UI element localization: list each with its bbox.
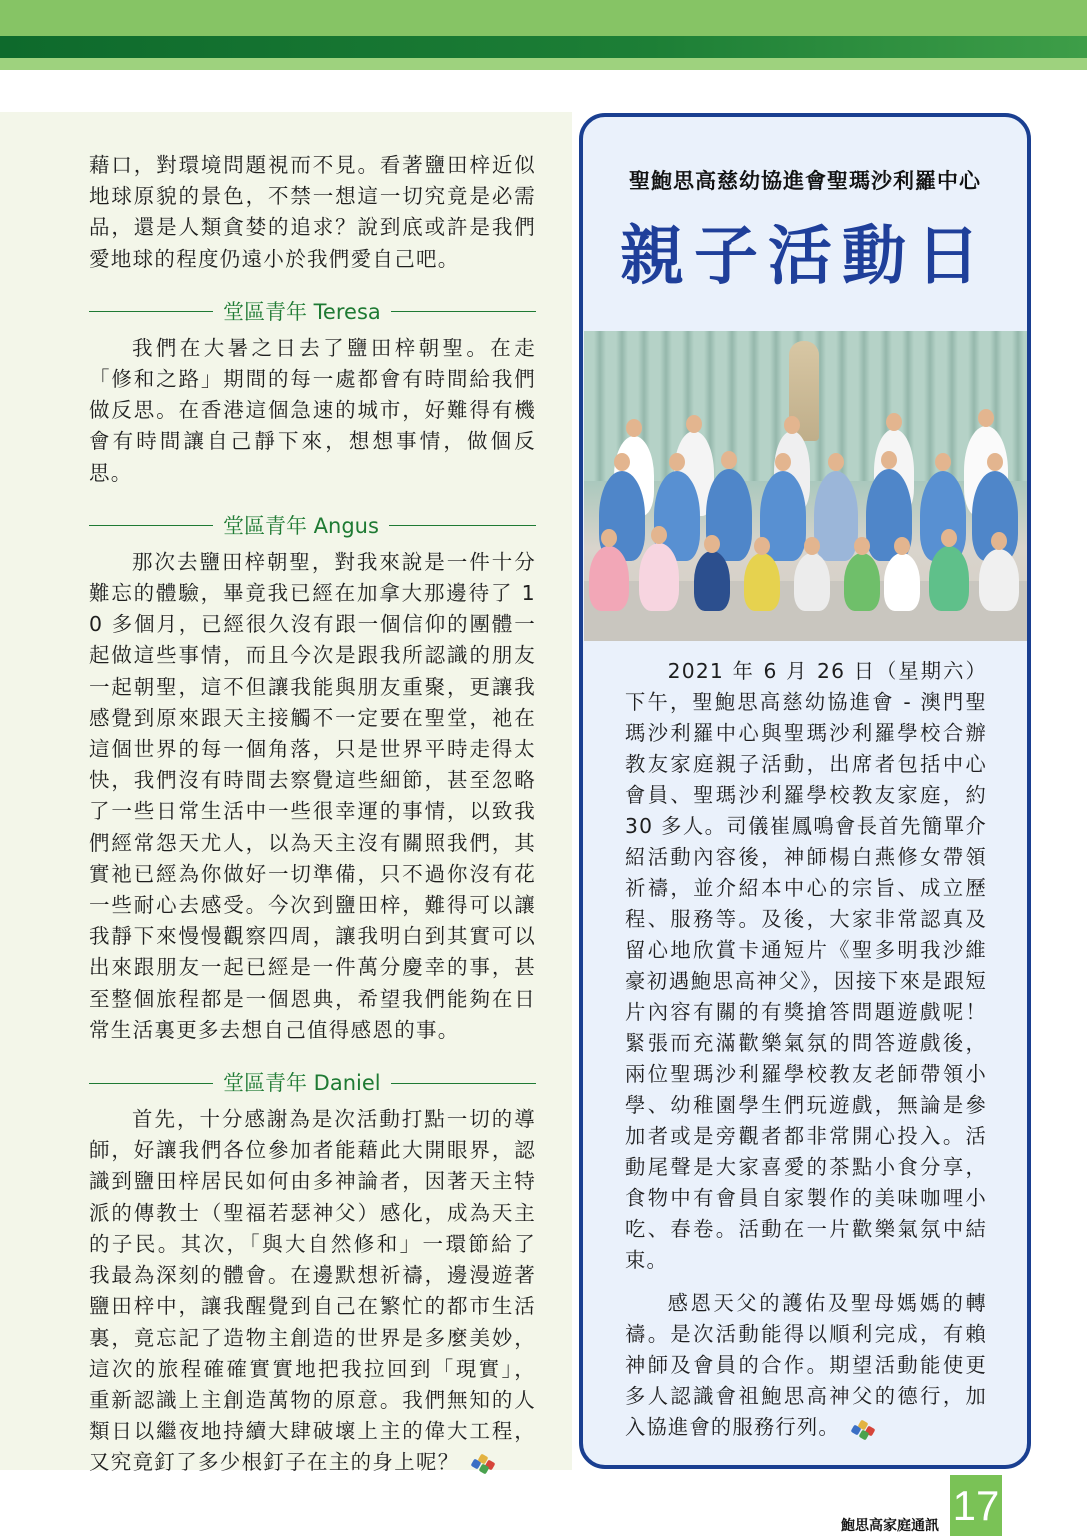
photo-head bbox=[704, 535, 720, 553]
byline-name: 堂區青年 Daniel bbox=[223, 1071, 381, 1096]
header-band-dark bbox=[0, 36, 1087, 58]
panel-paragraph-2 bbox=[625, 1288, 987, 1443]
footer-publication: 鮑思高家庭通訊 bbox=[841, 1518, 939, 1534]
photo-child bbox=[744, 553, 780, 611]
header-band-light bbox=[0, 0, 1087, 36]
header-band-accent bbox=[0, 58, 1087, 70]
photo-child bbox=[979, 549, 1019, 611]
byline-daniel bbox=[89, 1068, 536, 1098]
byline-rule-right bbox=[389, 525, 536, 526]
end-mark-icon bbox=[470, 1452, 498, 1474]
group-photo bbox=[584, 331, 1027, 641]
photo-head bbox=[991, 532, 1007, 550]
panel-paragraph-2-text: 感恩天父的護佑及聖母媽媽的轉禱。是次活動能得以順利完成，有賴神師及會員的合作。期望活動能使更多人認識會祖鮑思高神父的德行，加入協進會的服務行列。 bbox=[625, 1291, 987, 1439]
byline-rule-left bbox=[89, 311, 213, 312]
photo-head bbox=[987, 453, 1003, 471]
photo-head bbox=[754, 537, 770, 555]
photo-head bbox=[686, 415, 702, 433]
photo-head bbox=[881, 451, 897, 469]
photo-head bbox=[886, 413, 902, 431]
photo-head bbox=[721, 451, 737, 469]
photo-head bbox=[894, 537, 910, 555]
photo-head bbox=[614, 453, 630, 471]
byline-name: 堂區青年 Teresa bbox=[223, 299, 381, 324]
page-number: 17 bbox=[950, 1475, 1002, 1536]
panel-title: 親子活動日 bbox=[620, 220, 990, 294]
photo-head bbox=[828, 453, 844, 471]
photo-head bbox=[651, 526, 667, 544]
photo-child bbox=[639, 543, 679, 611]
byline-name: 堂區青年 Angus bbox=[223, 513, 379, 538]
photo-child bbox=[589, 546, 629, 611]
teresa-paragraph: 我們在大暑之日去了鹽田梓朝聖。在走「修和之路」期間的每一處都會有時間給我們做反思。在香港這個急速的城市，好難得有機會有時間讓自己靜下來，想想事情，做個反思。 bbox=[89, 335, 536, 485]
photo-child bbox=[794, 553, 830, 611]
photo-head bbox=[854, 537, 870, 555]
photo-head bbox=[804, 537, 820, 555]
daniel-paragraph bbox=[89, 1104, 536, 1478]
daniel-text: 首先，十分感謝為是次活動打點一切的導師，好讓我們各位參加者能藉此大開眼界，認識到鹽田梓居民如何由多神論者，因著天主特派的傳教士（聖福若瑟神父）感化，成為天主的子民。其次，「與大自然修和」一環節給了我最為深刻的體會。在邊默想祈禱，邊漫遊著鹽田梓中，讓我醒覺到自己在繁忙的都市生活裏，竟忘記了造物主創造的世界是多麼美妙，這次的旅程確確實實地把我拉回到「現實」，重新認識上主創造萬物的原意。我們無知的人類日以繼夜地持續大肆破壞上主的偉大工程，又究竟釘了多少根釘子在主的身上呢？ bbox=[89, 1107, 536, 1475]
photo-head bbox=[626, 419, 642, 437]
panel-paragraph-1: 2021 年 6 月 26 日（星期六）下午，聖鮑思高慈幼協進會 - 澳門聖瑪沙利羅中心與聖瑪沙利羅學校合辦教友家庭親子活動，出席者包括中心會員、聖瑪沙利羅學校教友家庭，約 30 多人。司儀崔鳳鳴會長首先簡單介紹活動內容後，神師楊白燕修女帶領祈禱，並介紹本中心的宗旨、成立歷程、服務等。及後，大家非常認真及留心地欣賞卡通短片《聖多明我沙維豪初遇鮑思高神父》，因接下來是跟短片內容有關的有獎搶答問題遊戲呢！緊張而充滿歡樂氣氛的問答遊戲後，兩位聖瑪沙利羅學校教友老師帶領小學、幼稚園學生們玩遊戲，無論是參加者或是旁觀者都非常開心投入。活動尾聲是大家喜愛的茶點小食分享，食物中有會員自家製作的美味咖哩小吃、春卷。活動在一片歡樂氣氛中結束。 bbox=[625, 659, 987, 1272]
panel-organization: 聖鮑思高慈幼協進會聖瑪沙利羅中心 bbox=[629, 169, 981, 193]
photo-head bbox=[775, 453, 791, 471]
photo-child bbox=[884, 553, 920, 611]
byline-teresa bbox=[89, 297, 536, 327]
photo-person bbox=[814, 471, 858, 561]
photo-head bbox=[978, 409, 994, 427]
photo-head bbox=[935, 453, 951, 471]
photo-head bbox=[669, 453, 685, 471]
byline-rule-left bbox=[89, 1083, 213, 1084]
photo-child bbox=[694, 551, 730, 611]
byline-rule-left bbox=[89, 525, 213, 526]
photo-child bbox=[844, 553, 880, 611]
photo-child bbox=[929, 546, 969, 611]
byline-rule-right bbox=[391, 311, 536, 312]
end-mark-icon bbox=[850, 1418, 878, 1440]
left-column bbox=[89, 150, 536, 1479]
photo-head bbox=[784, 416, 800, 434]
intro-paragraph: 藉口，對環境問題視而不見。看著鹽田梓近似地球原貌的景色，不禁一想這一切究竟是必需品，還是人類貪婪的追求？說到底或許是我們愛地球的程度仍遠小於我們愛自己吧。 bbox=[89, 153, 536, 271]
byline-angus bbox=[89, 511, 536, 541]
byline-rule-right bbox=[391, 1083, 536, 1084]
photo-head bbox=[601, 529, 617, 547]
photo-head bbox=[941, 529, 957, 547]
angus-paragraph: 那次去鹽田梓朝聖，對我來說是一件十分難忘的體驗，畢竟我已經在加拿大那邊待了 10 多個月，已經很久沒有跟一個信仰的團體一起做這些事情，而且今次是跟我所認識的朋友一起朝聖，這不但讓我能與朋友重聚，更讓我感覺到原來跟天主接觸不一定要在聖堂，祂在這個世界的每一個角落，只是世界平時走得太快，我們沒有時間去察覺這些細節，甚至忽略了一些日常生活中一些很幸運的事情，以致我們經常怨天尤人，以為天主沒有關照我們，其實祂已經為你做好一切準備，只不過你沒有花一些耐心去感受。今次到鹽田梓，難得可以讓我靜下來慢慢觀察四周，讓我明白到其實可以出來跟朋友一起已經是一件萬分慶幸的事，甚至整個旅程都是一個恩典，希望我們能夠在日常生活裏更多去想自己值得感恩的事。 bbox=[89, 549, 536, 1042]
panel-body bbox=[625, 656, 987, 1443]
